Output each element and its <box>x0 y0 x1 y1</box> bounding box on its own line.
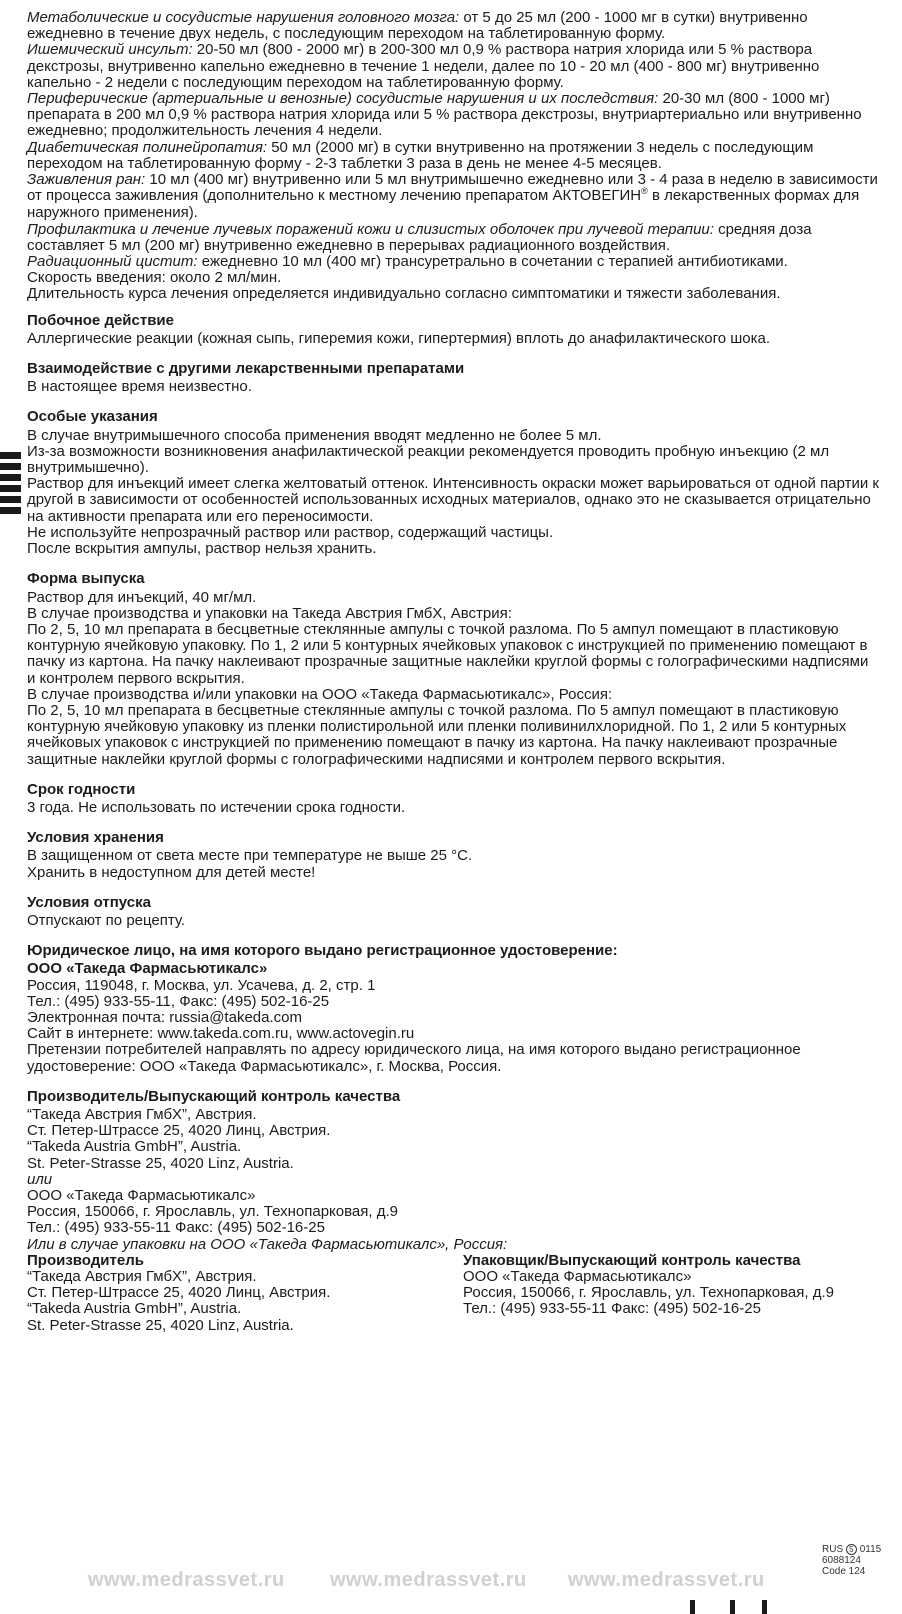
dosage-item <box>27 172 879 222</box>
interactions-text: В настоящее время неизвестно. <box>27 378 252 396</box>
circled-number: 5 <box>846 1544 857 1555</box>
producer-title: Производитель <box>27 1251 144 1269</box>
legal-company: ООО «Такеда Фармасьютикалс» <box>27 960 268 978</box>
release-line: В случае производства и упаковки на Такеда Австрия ГмбХ, Австрия: <box>27 604 512 622</box>
special-paragraph: После вскрытия ампулы, раствор нельзя хранить. <box>27 540 377 558</box>
dispensing-title: Условия отпуска <box>27 893 151 911</box>
dosage-item <box>27 42 879 91</box>
dosage-section <box>27 10 879 303</box>
dosage-text: ежедневно 10 мл (400 мг) трансуретрально в сочетании с терапией антибиотиками. <box>197 253 788 271</box>
print-code-block <box>822 1544 881 1577</box>
producer-column <box>27 1253 463 1334</box>
dosage-item <box>27 222 879 254</box>
registered-mark: ® <box>641 186 648 197</box>
dosage-label: Заживления ран: <box>27 171 146 189</box>
legal-entity-title: Юридическое лицо, на имя которого выдано регистрационное удостоверение: <box>27 942 618 960</box>
producer-line: St. Peter-Strasse 25, 4020 Linz, Austria. <box>27 1316 294 1334</box>
shelf-life-text: 3 года. Не использовать по истечении срока годности. <box>27 798 406 816</box>
special-paragraph: Из-за возможности возникновения анафилактической реакции рекомендуется проводить пробную инъекцию (2 мл внутримышечно). <box>27 442 830 477</box>
legal-line: Сайт в интернете: www.takeda.com.ru, www.actovegin.ru <box>27 1025 415 1043</box>
course-duration: Длительность курса лечения определяется индивидуально согласно симптоматики и тяжести заболевания. <box>27 285 781 303</box>
packer-line: Тел.: (495) 933-55-11 Факс: (495) 502-16-25 <box>463 1300 761 1318</box>
storage-line: Хранить в недоступном для детей месте! <box>27 863 316 881</box>
packer-line: Россия, 150066, г. Ярославль, ул. Технопарковая, д.9 <box>463 1284 834 1302</box>
legal-line: Россия, 119048, г. Москва, ул. Усачева, д. 2, стр. 1 <box>27 976 376 994</box>
interactions-title: Взаимодействие с другими лекарственными препаратами <box>27 360 465 378</box>
country-code: RUS <box>822 1544 844 1556</box>
watermark: www.medrassvet.ru <box>330 1569 527 1591</box>
manufacturer-line: “Takeda Austria GmbH”, Austria. <box>27 1138 242 1156</box>
special-paragraph: В случае внутримышечного способа применения вводят медленно не более 5 мл. <box>27 426 602 444</box>
code-line: Code 124 <box>822 1566 866 1578</box>
producer-line: Ст. Петер-Штрассе 25, 4020 Линц, Австрия. <box>27 1284 331 1302</box>
print-mark <box>0 452 21 459</box>
legal-line: Электронная почта: russia@takeda.com <box>27 1008 302 1026</box>
legal-line: Претензии потребителей направлять по адресу юридического лица, на имя которого выдано регистрационное удостоверение: ООО «Такеда Фармасьютикалс», г. Москва, Россия. <box>27 1041 801 1075</box>
code-line <box>822 1544 881 1555</box>
storage-line: В защищенном от света месте при температуре не выше 25 °С. <box>27 847 473 865</box>
dosage-item <box>27 91 879 140</box>
dosage-label: Ишемический инсульт: <box>27 41 193 59</box>
code-number: 0115 <box>859 1544 882 1556</box>
release-line: В случае производства и/или упаковки на ООО «Такеда Фармасьютикалс», Россия: <box>27 685 613 703</box>
dosage-text: 10 мл (400 мг) внутривенно или 5 мл внутримышечно ежедневно или 3 - 4 раза в неделю в зависимости от процесса заживления (дополнительно к местному лечению препаратом АКТОВЕГИН <box>27 171 878 205</box>
dosage-label: Метаболические и сосудистые нарушения головного мозга: <box>27 9 460 26</box>
dosage-text: 20-30 мл (800 - 1000 мг) препарата в 200 мл 0,9 % раствора натрия хлорида или 5 % раствора декстрозы, внутриартериально или внутривенно ежедневно; продолжительность лечения 4 недели. <box>27 90 862 140</box>
special-paragraph: Не используйте непрозрачный раствор или раствор, содержащий частицы. <box>27 523 554 541</box>
dosage-text: 20-50 мл (800 - 2000 мг) в 200-300 мл 0,9 % раствора натрия хлорида или 5 % раствора декстрозы, внутривенно капельно ежедневно в течение 1 недели, далее по 10 - 20 мл (400 - 800 мг) внутривенно капельно - 2 недели с последующим переходом на таблетированную форму. <box>27 41 820 91</box>
manufacturer-line: Россия, 150066, г. Ярославль, ул. Технопарковая, д.9 <box>27 1203 398 1221</box>
packing-note: Или в случае упаковки на ООО «Такеда Фармасьютикалс», Россия: <box>27 1235 508 1253</box>
manufacturer-line: Тел.: (495) 933-55-11 Факс: (495) 502-16-25 <box>27 1219 325 1237</box>
dosage-text: от 5 до 25 мл (200 - 1000 мг в сутки) внутривенно ежедневно в течение двух недель, с последующим переходом на таблетированную форму. <box>27 9 808 43</box>
dosage-text: 50 мл (2000 мг) в сутки внутривенно на протяжении 3 недель с последующим переходом на таблетированную форму - 2-3 таблетки 3 раза в день не менее 4-5 месяцев. <box>27 138 814 172</box>
dosage-label: Периферические (артериальные и венозные) сосудистые нарушения и их последствия: <box>27 90 659 108</box>
producer-line: “Такеда Австрия ГмбХ”, Австрия. <box>27 1268 257 1286</box>
manufacturer-line: Ст. Петер-Штрассе 25, 4020 Линц, Австрия. <box>27 1122 331 1140</box>
dosage-item <box>27 254 879 270</box>
legal-line: Тел.: (495) 933-55-11, Факс: (495) 502-16-25 <box>27 992 330 1010</box>
print-mark <box>0 485 21 492</box>
dosage-label: Профилактика и лечение лучевых поражений кожи и слизистых оболочек при лучевой терапии: <box>27 220 714 238</box>
producer-line: “Takeda Austria GmbH”, Austria. <box>27 1300 242 1318</box>
producer-packer-columns <box>27 1253 879 1334</box>
dosage-label: Радиационный цистит: <box>27 253 198 271</box>
manufacturer-or: или <box>27 1170 53 1188</box>
dosage-label: Диабетическая полинейропатия: <box>27 138 268 156</box>
print-mark <box>0 507 21 514</box>
manufacturer-line: ООО «Такеда Фармасьютикалс» <box>27 1187 256 1204</box>
release-line: По 2, 5, 10 мл препарата в бесцветные стеклянные ампулы с точкой разлома. По 5 ампул помещают в пластиковую контурную ячейковую упаковку. По 1, 2 или 5 контурных ячейковых упаковок с инструкцией по применению помещают в пачку из картона. На пачку наклеивают прозрачные защитные наклейки круглой формы с голографическими надписями и контролем первого вскрытия. <box>27 620 869 687</box>
watermark: www.medrassvet.ru <box>88 1569 285 1591</box>
margin-print-marks <box>0 452 21 518</box>
manufacturer-line: “Такеда Австрия ГмбХ”, Австрия. <box>27 1105 257 1123</box>
side-effects-text: Аллергические реакции (кожная сыпь, гиперемия кожи, гипертермия) вплоть до анафилактического шока. <box>27 329 771 347</box>
manufacturer-title: Производитель/Выпускающий контроль качества <box>27 1087 401 1105</box>
print-mark <box>0 474 21 481</box>
side-effects-title: Побочное действие <box>27 311 174 329</box>
storage-title: Условия хранения <box>27 829 164 847</box>
release-line: По 2, 5, 10 мл препарата в бесцветные стеклянные ампулы с точкой разлома. По 5 ампул помещают в пластиковую контурную ячейковую упаковку из пленки полистирольной или пленки поливинилхлоридной. По 1, 2 или 5 контурных ячейковых упаковок с инструкцией по применению помещают в пачку из картона. На пачку наклеивают прозрачные защитные наклейки круглой формы с голографическими надписями и контролем первого вскрытия. <box>27 701 847 768</box>
release-form-title: Форма выпуска <box>27 570 145 588</box>
dosage-text: в лекарственных формах для наружного применения). <box>27 187 860 222</box>
packer-column <box>463 1253 879 1334</box>
watermark: www.medrassvet.ru <box>568 1569 765 1591</box>
packer-title: Упаковщик/Выпускающий контроль качества <box>463 1251 801 1269</box>
print-mark <box>0 496 21 503</box>
shelf-life-title: Срок годности <box>27 780 136 798</box>
code-line: 6088124 <box>822 1555 861 1567</box>
injection-speed: Скорость введения: около 2 мл/мин. <box>27 269 282 287</box>
dispensing-text: Отпускают по рецепту. <box>27 911 186 929</box>
instruction-document <box>27 10 879 1334</box>
release-line: Раствор для инъекций, 40 мг/мл. <box>27 588 257 606</box>
print-mark <box>0 463 21 470</box>
special-instructions-title: Особые указания <box>27 408 158 426</box>
dosage-text: средняя доза составляет 5 мл (200 мг) внутривенно ежедневно в перерывах радиационного воздействия. <box>27 220 812 254</box>
dosage-item <box>27 140 879 172</box>
manufacturer-line: St. Peter-Strasse 25, 4020 Linz, Austria. <box>27 1154 294 1172</box>
packer-line: ООО «Такеда Фармасьютикалс» <box>463 1268 692 1286</box>
dosage-item <box>27 10 879 42</box>
special-paragraph: Раствор для инъекций имеет слегка желтоватый оттенок. Интенсивность окраски может варьироваться от одной партии к другой в зависимости от особенностей использованных исходных материалов, однако это не сказывается отрицательно на активности препарата или его переносимости. <box>27 475 879 525</box>
